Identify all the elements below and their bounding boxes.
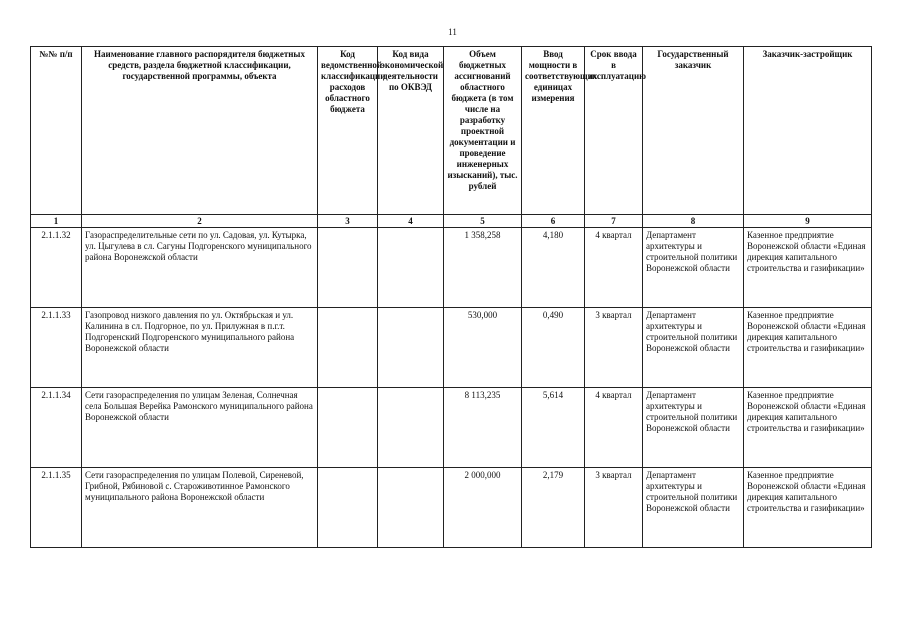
state-client: Департамент архитектуры и строительной политики Воронежской области bbox=[643, 468, 744, 548]
header-volume: Объем бюджетных ассигнований областного бюджета (в том числе на разработку проектной документации и проведение инженерных изысканий), тыс. рублей bbox=[444, 47, 522, 215]
table-row bbox=[31, 228, 872, 308]
header-term: Срок ввода в эксплуатацию bbox=[585, 47, 643, 215]
row-number: 2.1.1.34 bbox=[31, 388, 82, 468]
row-number: 2.1.1.35 bbox=[31, 468, 82, 548]
developer: Казенное предприятие Воронежской области «Единая дирекция капитального строительства и газификации» bbox=[744, 228, 872, 308]
column-number: 4 bbox=[378, 215, 444, 228]
dept-code bbox=[318, 468, 378, 548]
header-okved: Код вида экономической деятельности по ОКВЭД bbox=[378, 47, 444, 215]
column-number: 9 bbox=[744, 215, 872, 228]
object-name: Сети газораспределения по улицам Зеленая, Солнечная села Большая Верейка Рамонского муниципального района Воронежской области bbox=[82, 388, 318, 468]
budget-volume: 8 113,235 bbox=[444, 388, 522, 468]
capacity: 4,180 bbox=[522, 228, 585, 308]
state-client: Департамент архитектуры и строительной политики Воронежской области bbox=[643, 308, 744, 388]
header-num: №№ п/п bbox=[31, 47, 82, 215]
commissioning-term: 3 квартал bbox=[585, 468, 643, 548]
object-name: Газораспределительные сети по ул. Садовая, ул. Кутырка, ул. Цыгулева в сл. Сагуны Подгоренского муниципального района Воронежской области bbox=[82, 228, 318, 308]
budget-volume: 530,000 bbox=[444, 308, 522, 388]
header-developer: Заказчик-застройщик bbox=[744, 47, 872, 215]
dept-code bbox=[318, 228, 378, 308]
table-row bbox=[31, 308, 872, 388]
header-client: Государственный заказчик bbox=[643, 47, 744, 215]
table-row bbox=[31, 388, 872, 468]
capacity: 0,490 bbox=[522, 308, 585, 388]
commissioning-term: 4 квартал bbox=[585, 228, 643, 308]
commissioning-term: 3 квартал bbox=[585, 308, 643, 388]
column-number: 7 bbox=[585, 215, 643, 228]
developer: Казенное предприятие Воронежской области «Единая дирекция капитального строительства и газификации» bbox=[744, 388, 872, 468]
column-number: 6 bbox=[522, 215, 585, 228]
row-number: 2.1.1.33 bbox=[31, 308, 82, 388]
state-client: Департамент архитектуры и строительной политики Воронежской области bbox=[643, 228, 744, 308]
state-client: Департамент архитектуры и строительной политики Воронежской области bbox=[643, 388, 744, 468]
column-number: 2 bbox=[82, 215, 318, 228]
okved-code bbox=[378, 388, 444, 468]
header-name: Наименование главного распорядителя бюджетных средств, раздела бюджетной классификации, государственной программы, объекта bbox=[82, 47, 318, 215]
column-number: 3 bbox=[318, 215, 378, 228]
header-dept-code: Код ведомственной классификации расходов областного бюджета bbox=[318, 47, 378, 215]
object-name: Газопровод низкого давления по ул. Октябрьская и ул. Калинина в сл. Подгорное, по ул. Прилужная в п.г.т. Подгоренский Подгоренского муниципального района Воронежской области bbox=[82, 308, 318, 388]
object-name: Сети газораспределения по улицам Полевой, Сиреневой, Грибной, Рябиновой с. Староживотинное Рамонского муниципального района Воронежской области bbox=[82, 468, 318, 548]
okved-code bbox=[378, 228, 444, 308]
dept-code bbox=[318, 388, 378, 468]
dept-code bbox=[318, 308, 378, 388]
table-row bbox=[31, 468, 872, 548]
commissioning-term: 4 квартал bbox=[585, 388, 643, 468]
capacity: 2,179 bbox=[522, 468, 585, 548]
budget-volume: 1 358,258 bbox=[444, 228, 522, 308]
developer: Казенное предприятие Воронежской области «Единая дирекция капитального строительства и газификации» bbox=[744, 468, 872, 548]
page-number: 11 bbox=[448, 27, 457, 37]
column-number: 5 bbox=[444, 215, 522, 228]
capacity: 5,614 bbox=[522, 388, 585, 468]
budget-volume: 2 000,000 bbox=[444, 468, 522, 548]
row-number: 2.1.1.32 bbox=[31, 228, 82, 308]
column-number: 8 bbox=[643, 215, 744, 228]
okved-code bbox=[378, 308, 444, 388]
column-number: 1 bbox=[31, 215, 82, 228]
okved-code bbox=[378, 468, 444, 548]
header-capacity: Ввод мощности в соответствующих единицах измерения bbox=[522, 47, 585, 215]
developer: Казенное предприятие Воронежской области «Единая дирекция капитального строительства и газификации» bbox=[744, 308, 872, 388]
header-row bbox=[31, 47, 872, 215]
budget-table bbox=[30, 46, 872, 548]
column-number-row bbox=[31, 215, 872, 228]
